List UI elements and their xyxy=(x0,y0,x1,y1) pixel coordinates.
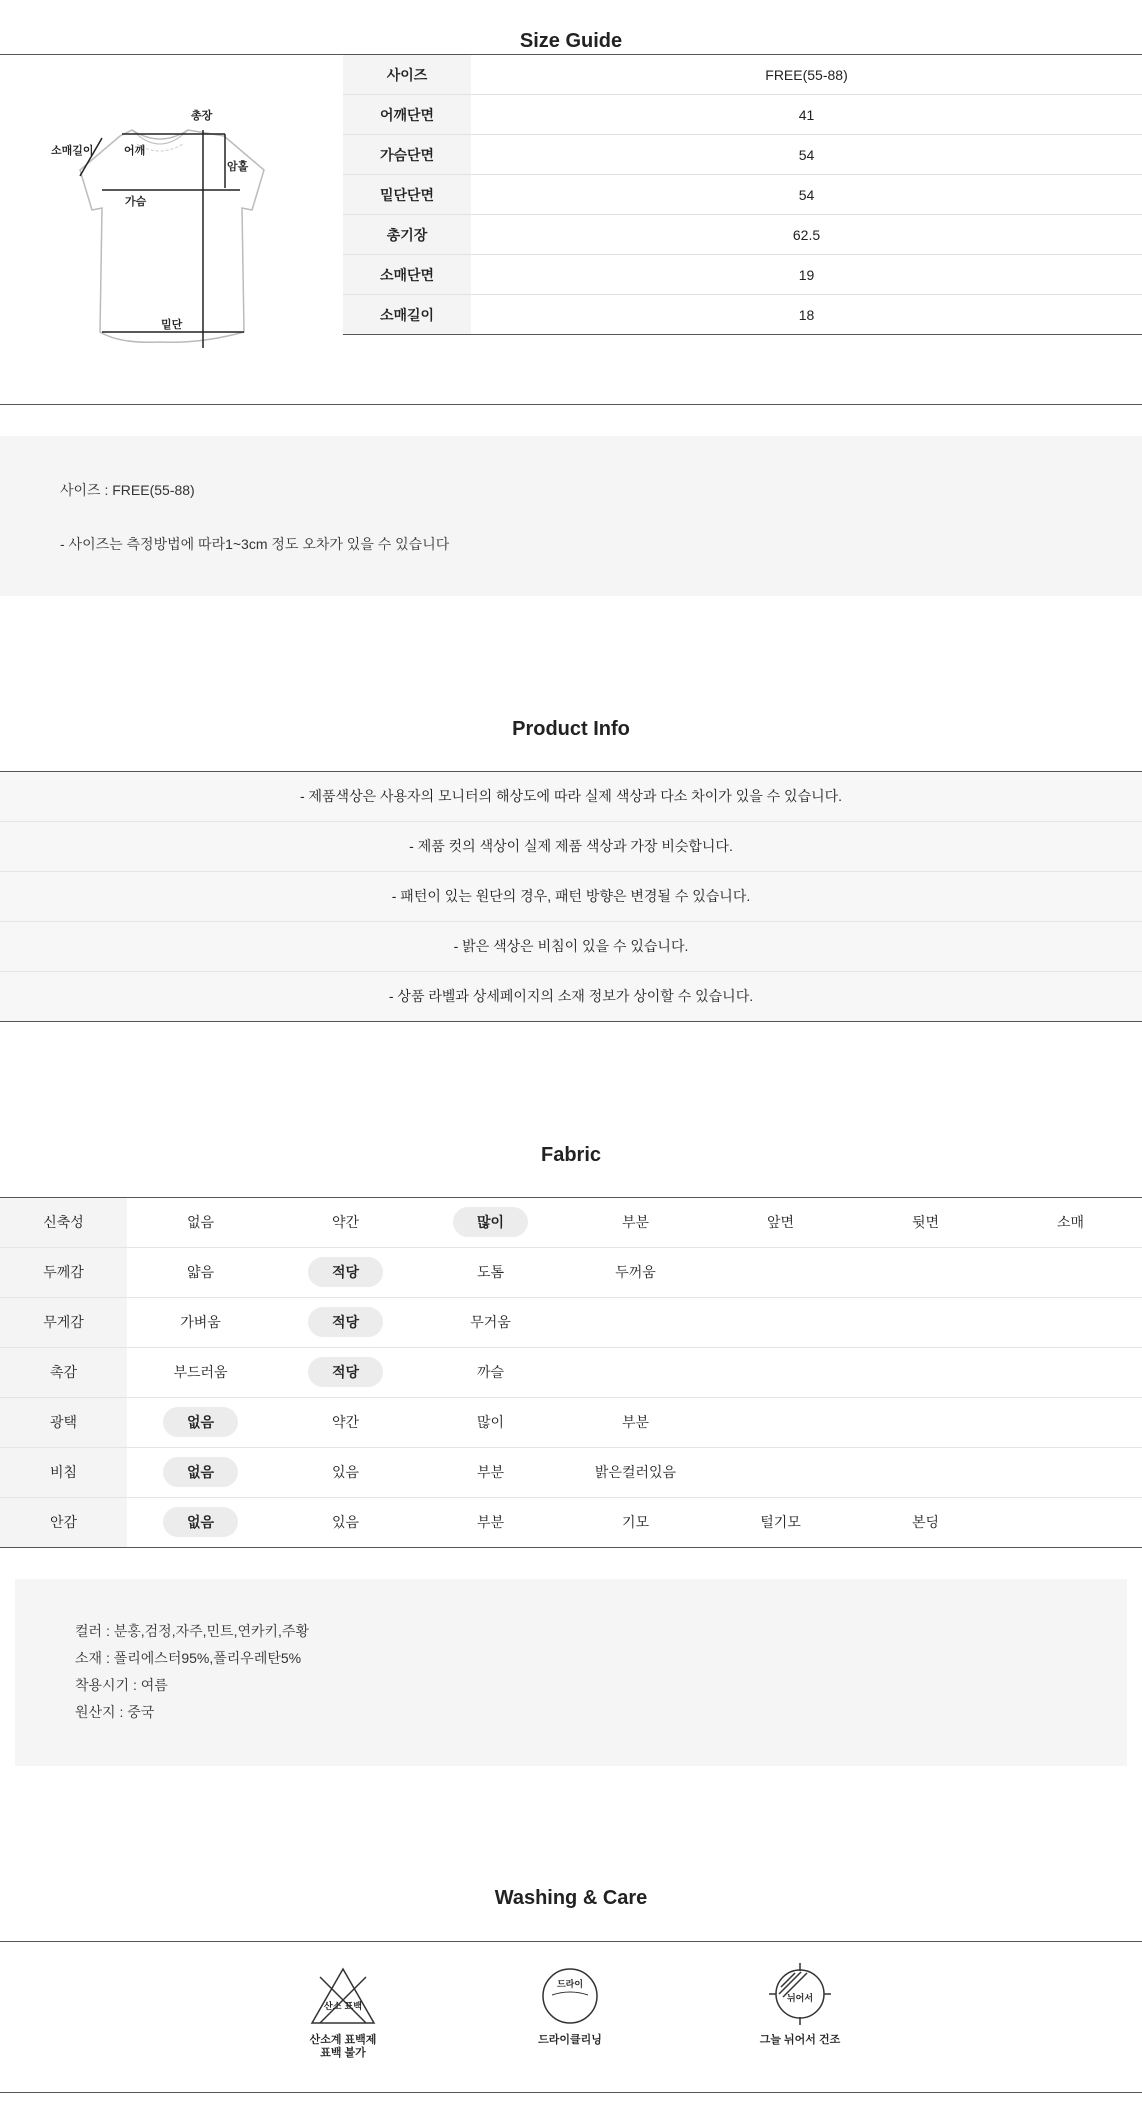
fabric-option xyxy=(273,1498,418,1547)
fabric-option xyxy=(418,1398,563,1447)
size-value: 41 xyxy=(471,95,1142,135)
fabric-option-label: 약간 xyxy=(331,1414,360,1430)
no-bleach-label-1: 산소계 표백제 xyxy=(309,2034,377,2046)
size-key: 사이즈 xyxy=(343,55,471,95)
size-value: 62.5 xyxy=(471,215,1142,255)
fabric-option xyxy=(563,1498,708,1547)
washing-title: Washing & Care xyxy=(494,1887,648,1909)
washing-bottom-divider xyxy=(0,2092,1142,2093)
fabric-option-selected xyxy=(273,1298,418,1347)
size-key: 소매단면 xyxy=(343,255,471,295)
size-value: 18 xyxy=(471,295,1142,335)
size-guide-bottom-divider xyxy=(0,404,1142,405)
size-value: 19 xyxy=(471,255,1142,295)
fabric-option-label: 무거움 xyxy=(470,1314,511,1330)
wash-item-shade-dry xyxy=(750,1961,850,2047)
fabric-details-box xyxy=(15,1579,1127,1766)
fabric-option xyxy=(273,1398,418,1447)
fabric-option xyxy=(998,1198,1142,1247)
size-row xyxy=(343,135,1142,175)
fabric-option-label: 많이 xyxy=(476,1414,505,1430)
fabric-option xyxy=(418,1298,563,1347)
fabric-row-key: 촉감 xyxy=(0,1348,127,1397)
dry-clean-label: 드라이클리닝 xyxy=(538,2034,602,2046)
fabric-option-label: 기모 xyxy=(621,1514,650,1530)
fabric-option-label: 앞면 xyxy=(766,1214,795,1230)
size-value: 54 xyxy=(471,175,1142,215)
fabric-option xyxy=(273,1448,418,1497)
fabric-row-key: 두께감 xyxy=(0,1248,127,1297)
fabric-option-label: 뒷면 xyxy=(911,1214,940,1230)
size-key: 어깨단면 xyxy=(343,95,471,135)
fabric-option xyxy=(853,1198,998,1247)
fabric-option-selected xyxy=(128,1398,273,1447)
size-key: 가슴단면 xyxy=(343,135,471,175)
size-value: 54 xyxy=(471,135,1142,175)
fabric-option-selected xyxy=(273,1248,418,1297)
fabric-option-label: 부분 xyxy=(476,1464,505,1480)
fabric-option xyxy=(128,1298,273,1347)
fabric-option-selected xyxy=(273,1348,418,1397)
fabric-option xyxy=(418,1498,563,1547)
fabric-option xyxy=(418,1448,563,1497)
washing-top-divider xyxy=(0,1941,1142,1942)
fabric-option-label: 없음 xyxy=(163,1507,238,1537)
fabric-option-label: 많이 xyxy=(453,1207,528,1237)
fabric-option-label: 없음 xyxy=(163,1407,238,1437)
fabric-row-key: 무게감 xyxy=(0,1298,127,1347)
size-table xyxy=(343,55,1142,335)
fabric-option xyxy=(563,1198,708,1247)
fabric-option-label: 도톰 xyxy=(476,1264,505,1280)
fabric-option-label: 있음 xyxy=(331,1514,360,1530)
garment-diagram xyxy=(40,100,280,360)
fabric-row-key: 광택 xyxy=(0,1398,127,1447)
fabric-title: Fabric xyxy=(540,1144,602,1166)
diagram-label-chest: 가슴 xyxy=(125,196,147,208)
size-row xyxy=(343,255,1142,295)
fabric-option-label: 부분 xyxy=(621,1214,650,1230)
fabric-option-label: 까슬 xyxy=(476,1364,505,1380)
fabric-row xyxy=(0,1448,1142,1498)
no-bleach-symbol-text: 산소 표백 xyxy=(324,2002,362,2012)
fabric-option xyxy=(128,1198,273,1247)
fabric-option xyxy=(853,1498,998,1547)
fabric-option xyxy=(563,1248,708,1297)
dry-clean-symbol-text: 드라이 xyxy=(556,1980,584,1990)
diagram-label-shoulder: 어깨 xyxy=(124,145,146,157)
tshirt-diagram-icon xyxy=(40,100,280,360)
size-row xyxy=(343,215,1142,255)
fabric-row-key: 신축성 xyxy=(0,1198,127,1247)
product-info-line: - 제품 컷의 색상이 실제 제품 색상과 가장 비슷합니다. xyxy=(0,822,1142,872)
fabric-option xyxy=(563,1448,708,1497)
fabric-option-label: 두꺼움 xyxy=(615,1264,656,1280)
dry-clean-icon xyxy=(539,1965,601,2027)
fabric-row xyxy=(0,1348,1142,1398)
fabric-option-label: 적당 xyxy=(308,1307,383,1337)
product-info-line: - 상품 라벨과 상세페이지의 소재 정보가 상이할 수 있습니다. xyxy=(0,972,1142,1022)
diagram-label-total-length: 총장 xyxy=(191,110,213,122)
fabric-option xyxy=(418,1248,563,1297)
size-row xyxy=(343,295,1142,335)
fabric-color: 컬러 : 분홍,검정,자주,민트,연카키,주황 xyxy=(75,1623,309,1639)
fabric-option-label: 약간 xyxy=(331,1214,360,1230)
fabric-option-selected xyxy=(418,1198,563,1247)
fabric-option-selected xyxy=(128,1448,273,1497)
shade-dry-flat-icon xyxy=(765,1961,835,2027)
no-bleach-icon xyxy=(308,1965,378,2027)
fabric-origin: 원산지 : 중국 xyxy=(75,1704,155,1720)
fabric-option xyxy=(563,1398,708,1447)
fabric-option-label: 본딩 xyxy=(911,1514,940,1530)
size-row xyxy=(343,175,1142,215)
wash-item-no-bleach xyxy=(293,1965,393,2060)
fabric-option xyxy=(128,1348,273,1397)
shade-dry-label: 그늘 뉘어서 건조 xyxy=(759,2034,841,2046)
fabric-row xyxy=(0,1298,1142,1348)
wash-item-dry-clean xyxy=(520,1965,620,2047)
fabric-option xyxy=(418,1348,563,1397)
fabric-row xyxy=(0,1398,1142,1448)
shade-dry-symbol-text: 뉘어서 xyxy=(786,1994,814,2004)
product-info-line: - 밝은 색상은 비침이 있을 수 있습니다. xyxy=(0,922,1142,972)
fabric-option-label: 가벼움 xyxy=(180,1314,221,1330)
fabric-option xyxy=(273,1198,418,1247)
fabric-season: 착용시기 : 여름 xyxy=(75,1677,168,1693)
fabric-option-label: 있음 xyxy=(331,1464,360,1480)
size-key: 소매길이 xyxy=(343,295,471,335)
fabric-option-selected xyxy=(128,1498,273,1547)
no-bleach-label-2: 표백 불가 xyxy=(320,2047,366,2059)
size-note-box xyxy=(0,436,1142,596)
fabric-option-label: 밝은컬러있음 xyxy=(594,1464,677,1480)
fabric-row xyxy=(0,1248,1142,1298)
size-note: 사이즈 : FREE(55-88) xyxy=(60,482,195,498)
size-value: FREE(55-88) xyxy=(471,55,1142,95)
fabric-option-label: 적당 xyxy=(308,1257,383,1287)
fabric-option-label: 털기모 xyxy=(760,1514,801,1530)
size-key: 총기장 xyxy=(343,215,471,255)
fabric-row-key: 비침 xyxy=(0,1448,127,1497)
fabric-option-label: 부드러움 xyxy=(173,1364,228,1380)
fabric-row xyxy=(0,1198,1142,1248)
size-guide-title: Size Guide xyxy=(519,30,623,52)
fabric-option-label: 부분 xyxy=(476,1514,505,1530)
product-info-title: Product Info xyxy=(512,718,630,740)
fabric-option xyxy=(128,1248,273,1297)
fabric-material: 소재 : 폴리에스터95%,폴리우레탄5% xyxy=(75,1650,302,1666)
fabric-row xyxy=(0,1498,1142,1548)
diagram-label-armhole: 암홀 xyxy=(227,161,249,173)
fabric-option-label: 얇음 xyxy=(186,1264,215,1280)
product-info-line: - 패턴이 있는 원단의 경우, 패턴 방향은 변경될 수 있습니다. xyxy=(0,872,1142,922)
diagram-label-hem: 밑단 xyxy=(161,319,183,331)
fabric-option-label: 없음 xyxy=(163,1457,238,1487)
fabric-option xyxy=(708,1498,853,1547)
size-row xyxy=(343,95,1142,135)
fabric-option-label: 없음 xyxy=(186,1214,215,1230)
diagram-label-sleeve-length: 소매길이 xyxy=(51,145,94,157)
fabric-option-label: 적당 xyxy=(308,1357,383,1387)
size-key: 밑단단면 xyxy=(343,175,471,215)
fabric-option-label: 소매 xyxy=(1056,1214,1085,1230)
fabric-option-label: 부분 xyxy=(621,1414,650,1430)
size-row xyxy=(343,55,1142,95)
product-info-line: - 제품색상은 사용자의 모니터의 해상도에 따라 실제 색상과 다소 차이가 있을 수 있습니다. xyxy=(0,772,1142,822)
fabric-row-key: 안감 xyxy=(0,1498,127,1547)
fabric-option xyxy=(708,1198,853,1247)
size-error-note: - 사이즈는 측정방법에 따라1~3cm 정도 오차가 있을 수 있습니다 xyxy=(60,536,450,552)
